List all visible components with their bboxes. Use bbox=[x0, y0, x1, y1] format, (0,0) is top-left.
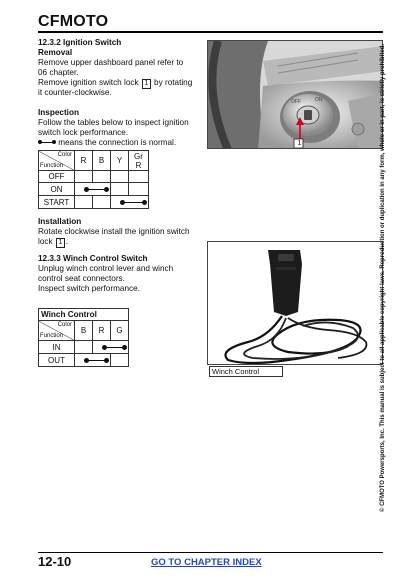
section-heading-ignition: 12.3.2 Ignition Switch bbox=[38, 38, 122, 47]
brand-logo-text: CFMOTO bbox=[38, 13, 109, 30]
table-corner-cell: Color Function bbox=[39, 321, 75, 341]
column-header: R bbox=[75, 151, 93, 171]
legend-line bbox=[38, 138, 176, 148]
svg-text:ON: ON bbox=[315, 97, 323, 103]
column-header: B bbox=[93, 151, 111, 171]
installation-line-1: Rotate clockwise install the ignition switch bbox=[38, 227, 190, 236]
legend-text: means the connection is normal. bbox=[58, 138, 177, 147]
winch-control-illustration bbox=[208, 242, 383, 365]
row-label-on: ON bbox=[39, 183, 75, 196]
column-header: R bbox=[93, 321, 111, 341]
column-header: B bbox=[75, 321, 93, 341]
removal-line-3b: by rotating bbox=[154, 78, 193, 87]
inspection-line-1: Follow the tables below to inspect ignition bbox=[38, 118, 189, 127]
connection-r-b bbox=[75, 183, 111, 196]
winch-figure-caption: Winch Control bbox=[209, 366, 283, 377]
removal-line-2: 06 chapter. bbox=[38, 68, 79, 77]
removal-line-4: it counter-clockwise. bbox=[38, 88, 112, 97]
table-corner-cell: Color Function bbox=[39, 151, 75, 171]
winch-table-title: Winch Control bbox=[39, 309, 129, 321]
row-label-start: START bbox=[39, 196, 75, 209]
ref-callout-1: 1 bbox=[142, 79, 151, 89]
winch-line-2: control seat connectors. bbox=[38, 274, 125, 283]
connection-y-grr bbox=[111, 196, 149, 209]
connection-symbol-icon bbox=[38, 138, 56, 146]
winch-line-1: Unplug winch control lever and winch bbox=[38, 264, 174, 273]
column-header: G bbox=[111, 321, 129, 341]
page-number: 12-10 bbox=[38, 554, 72, 569]
ignition-switch-photo bbox=[207, 40, 383, 149]
ignition-switch-illustration bbox=[208, 41, 383, 149]
section-heading-winch: 12.3.3 Winch Control Switch bbox=[38, 254, 148, 263]
removal-title: Removal bbox=[38, 48, 73, 57]
column-header: Gr R bbox=[129, 151, 149, 171]
winch-control-table bbox=[38, 308, 129, 367]
winch-control-photo bbox=[207, 241, 383, 365]
inspection-title: Inspection bbox=[38, 108, 79, 117]
header-rule bbox=[38, 31, 383, 33]
installation-title: Installation bbox=[38, 217, 82, 226]
winch-line-3: Inspect switch performance. bbox=[38, 284, 140, 293]
row-label-out: OUT bbox=[39, 354, 75, 367]
ignition-switch-table bbox=[38, 150, 149, 209]
installation-line-2: lock 1 . bbox=[38, 237, 69, 246]
inspection-line-2: switch lock performance. bbox=[38, 128, 129, 137]
removal-line-3a: Remove ignition switch lock bbox=[38, 78, 139, 87]
footer-rule bbox=[38, 552, 383, 553]
row-label-off: OFF bbox=[39, 171, 75, 183]
chapter-index-link[interactable]: GO TO CHAPTER INDEX bbox=[151, 557, 262, 568]
svg-text:OFF: OFF bbox=[291, 99, 301, 105]
connection-r-g bbox=[93, 341, 129, 354]
connection-b-r bbox=[75, 354, 111, 367]
removal-line-1: Remove upper dashboard panel refer to bbox=[38, 58, 184, 67]
ref-callout-1: 1 bbox=[56, 238, 65, 248]
column-header: Y bbox=[111, 151, 129, 171]
copyright-notice: © CFMOTO Powersports, Inc. This manual is subject to all applicable copyright laws. Reproduction or duplication in any form, whole or in part, is strictly prohibited. bbox=[380, 43, 386, 512]
row-label-in: IN bbox=[39, 341, 75, 354]
figure-callout: 1 bbox=[297, 140, 302, 147]
